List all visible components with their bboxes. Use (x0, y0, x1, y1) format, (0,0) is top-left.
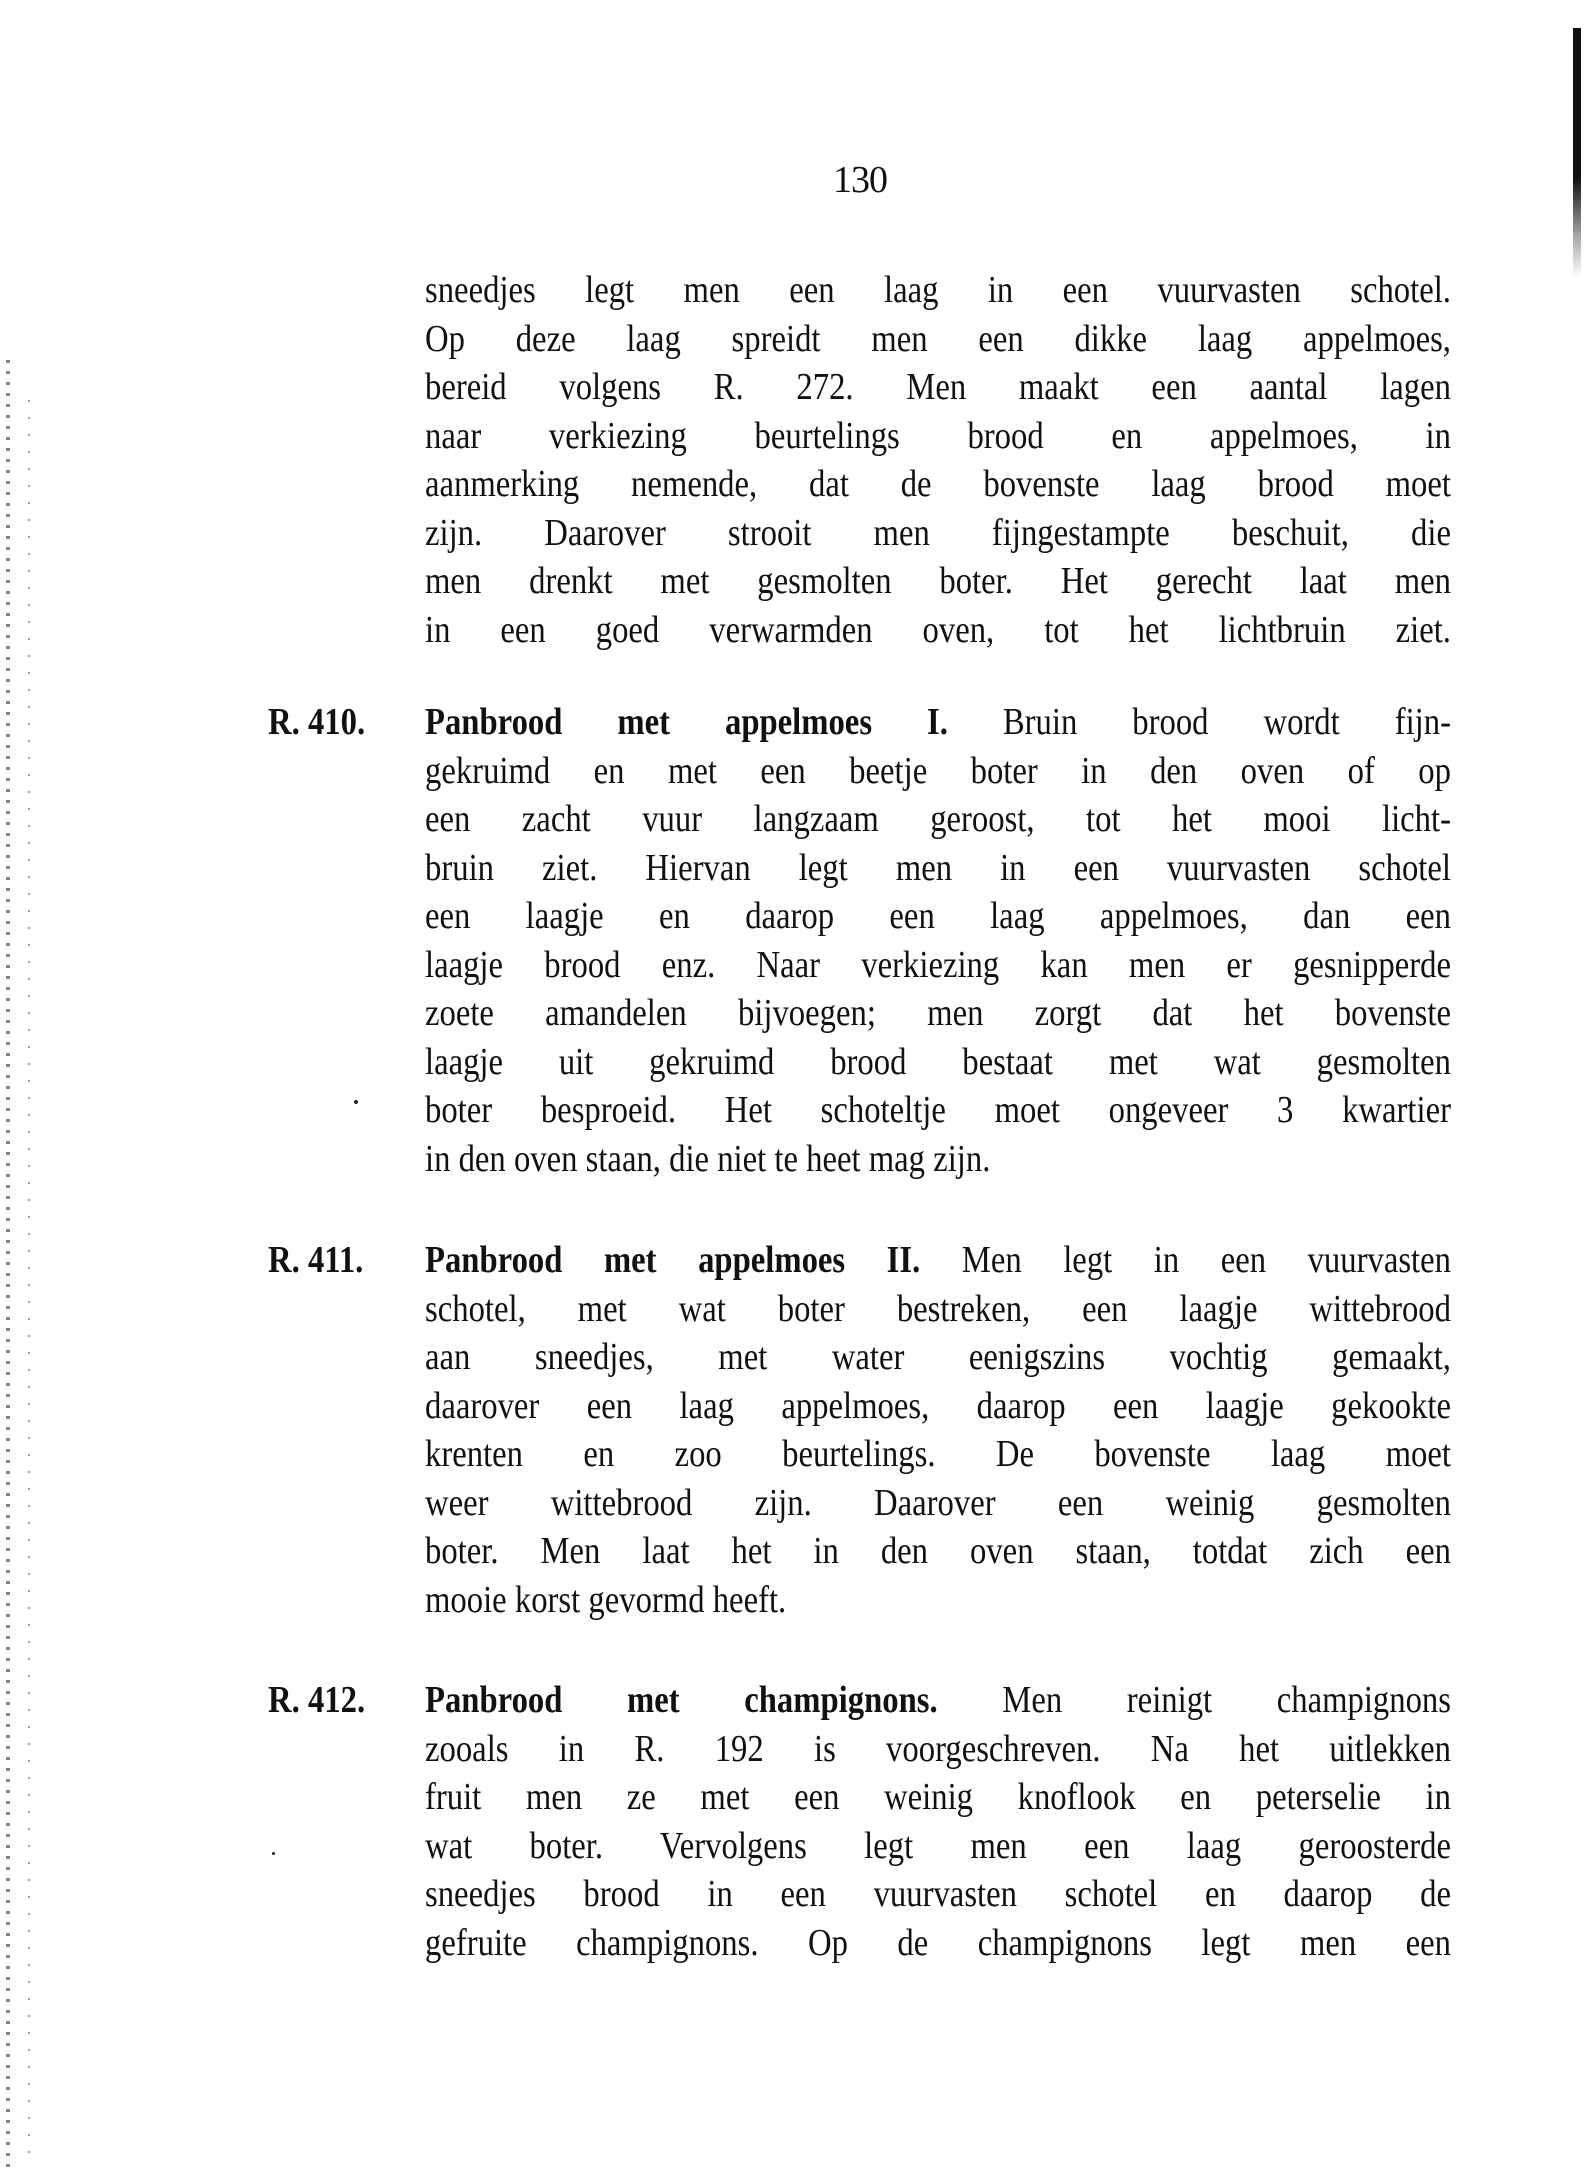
text-line: boter besproeid. Het schoteltje moet ongeveer 3 kwartier (425, 1089, 1451, 1131)
recipe-number: R. 410. (268, 701, 366, 743)
recipe-body (425, 1676, 1451, 1967)
recipe-number: R. 412. (268, 1679, 366, 1721)
recipe-title: Panbrood met champignons. (425, 1679, 938, 1721)
text-line: boter. Men laat het in den oven staan, totdat zich een (425, 1530, 1451, 1572)
recipe-title: Panbrood met appelmoes II. (425, 1239, 921, 1281)
scan-edge-noise-left-inner (28, 400, 30, 2160)
continued-paragraph (425, 266, 1451, 654)
text-line: sneedjes brood in een vuurvasten schotel en daarop de (425, 1873, 1451, 1915)
scan-edge-noise-left (6, 360, 10, 2170)
scan-edge-shadow-right (1573, 28, 1581, 278)
text-line: in den oven staan, die niet te heet mag zijn. (425, 1137, 991, 1180)
recipe-first-line (425, 698, 1451, 747)
recipe-first-line (425, 1676, 1451, 1725)
text-line: fruit men ze met een weinig knoflook en peterselie in (425, 1776, 1451, 1818)
text-line: Op deze laag spreidt men een dikke laag appelmoes, (425, 317, 1451, 360)
text-line: men drenkt met gesmolten boter. Het gerecht laat men (425, 560, 1451, 602)
recipe-body (425, 1236, 1451, 1624)
text-line: een laagje en daarop een laag appelmoes, dan een (425, 895, 1451, 937)
text-line: in een goed verwarmden oven, tot het lichtbruin ziet. (425, 608, 1451, 651)
text-line: bereid volgens R. 272. Men maakt een aantal lagen (425, 366, 1451, 408)
text-line: aanmerking nemende, dat de bovenste laag brood moet (425, 463, 1451, 505)
text-line: laagje brood enz. Naar verkiezing kan men er gesnipperde (425, 943, 1451, 986)
text-line: aan sneedjes, met water eenigszins vochtig gemaakt, (425, 1336, 1451, 1378)
text-line: schotel, met wat boter bestreken, een laagje wittebrood (425, 1287, 1451, 1330)
text-line: naar verkiezing beurtelings brood en appelmoes, in (425, 414, 1451, 457)
text-line: een zacht vuur langzaam geroost, tot het mooi licht- (425, 798, 1451, 840)
scan-speck (354, 1100, 358, 1104)
text-line: wat boter. Vervolgens legt men een laag geroosterde (425, 1824, 1451, 1867)
text-line: laagje uit gekruimd brood bestaat met wat gesmolten (425, 1040, 1451, 1083)
text-line: bruin ziet. Hiervan legt men in een vuurvasten schotel (425, 846, 1451, 889)
recipe-first-line-text: Bruin brood wordt fijn- (947, 701, 1451, 743)
text-line: zoete amandelen bijvoegen; men zorgt dat het bovenste (425, 992, 1451, 1034)
text-line: zooals in R. 192 is voorgeschreven. Na het uitlekken (425, 1727, 1451, 1770)
recipe-number: R. 411. (268, 1239, 364, 1281)
text-line: krenten en zoo beurtelings. De bovenste laag moet (425, 1433, 1451, 1475)
text-line: mooie korst gevormd heeft. (425, 1578, 787, 1621)
recipe-first-line-text: Men reinigt champignons (937, 1679, 1451, 1721)
recipe-first-line (425, 1236, 1451, 1285)
recipe-first-line-text: Men legt in een vuurvasten (920, 1239, 1451, 1281)
recipe-body (425, 698, 1451, 1183)
text-line: daarover een laag appelmoes, daarop een laagje gekookte (425, 1384, 1451, 1427)
text-line: zijn. Daarover strooit men fijngestampte beschuit, die (425, 511, 1451, 554)
text-line: gekruimd en met een beetje boter in den oven of op (425, 749, 1451, 792)
text-line: gefruite champignons. Op de champignons legt men een (425, 1921, 1451, 1964)
recipe-title: Panbrood met appelmoes I. (425, 701, 948, 743)
page-number: 130 (833, 159, 887, 201)
text-line: weer wittebrood zijn. Daarover een weinig gesmolten (425, 1481, 1451, 1524)
text-line: sneedjes legt men een laag in een vuurvasten schotel. (425, 269, 1451, 311)
scan-speck (272, 1852, 275, 1855)
